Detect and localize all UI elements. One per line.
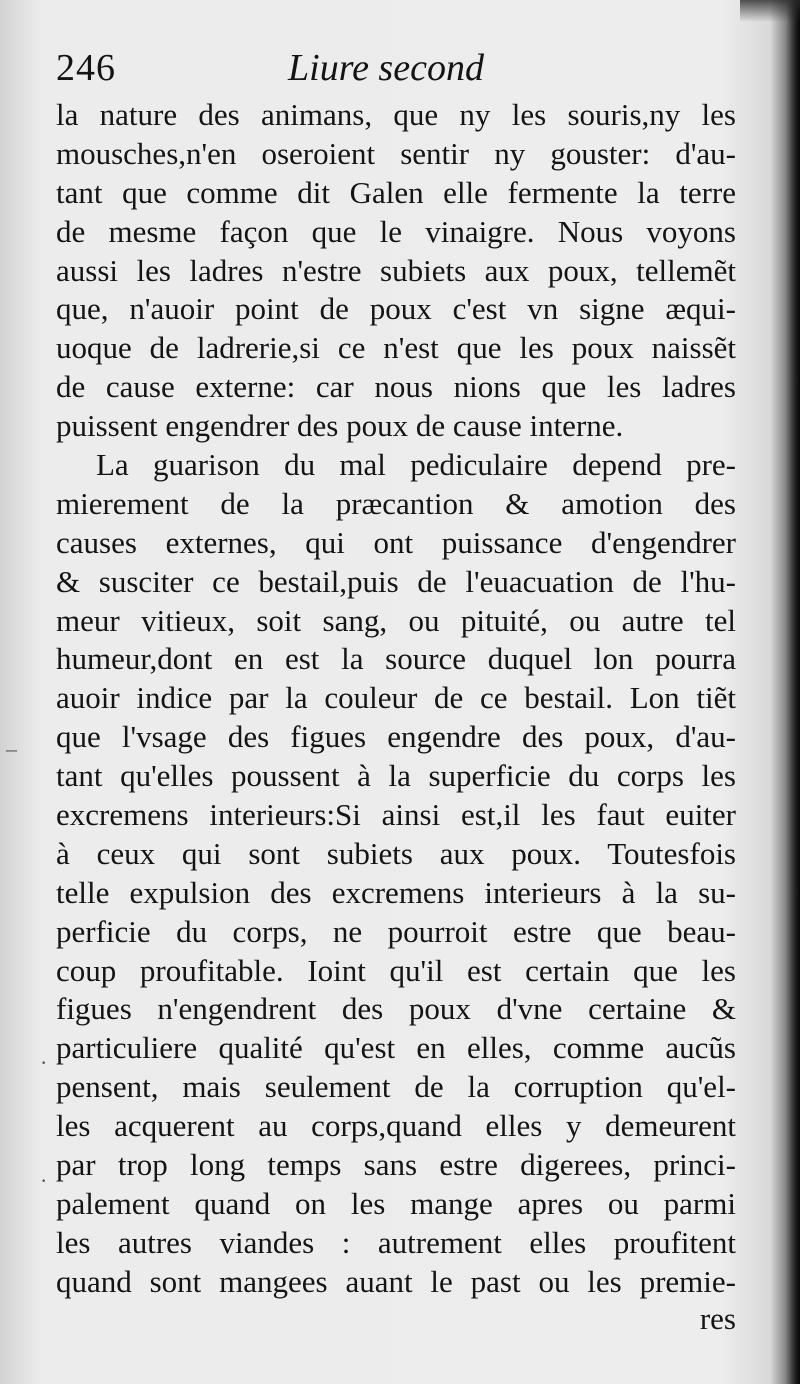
- text-line: la nature des animans, que ny les souris,ny les: [56, 97, 736, 132]
- body-text: [56, 96, 736, 1302]
- text-line: coup proufitable. Ioint qu'il est certain que les: [56, 952, 736, 988]
- margin-dot-mark: ·: [40, 1168, 48, 1193]
- corner-shadow: [740, 0, 800, 22]
- text-line: pensent, mais seulement de la corruption qu'el-: [56, 1069, 736, 1105]
- page-number: 246: [56, 47, 116, 89]
- text-line: mousches,n'en oseroient sentir ny gouster: d'au-: [56, 135, 736, 171]
- catchword: res: [699, 1301, 736, 1336]
- text-line: quand sont mangees auant le past ou les premie-: [56, 1263, 736, 1299]
- margin-dash-mark: –: [6, 736, 17, 761]
- running-head: Liure second: [288, 47, 484, 89]
- text-line: auoir indice par la couleur de ce bestail. Lon tiẽt: [56, 680, 736, 716]
- text-line: & susciter ce bestail,puis de l'euacuation de l'hu-: [56, 563, 736, 599]
- text-line: telle expulsion des excremens interieurs à la su-: [56, 874, 736, 910]
- text-line: meur vitieux, soit sang, ou pituité, ou autre tel: [56, 602, 736, 638]
- page-header: [56, 40, 746, 96]
- text-line: palement quand on les mange apres ou parmi: [56, 1185, 736, 1221]
- text-line: perficie du corps, ne pourroit estre que beau-: [56, 913, 736, 949]
- margin-dot-mark: ·: [40, 1050, 48, 1075]
- text-line: excremens interieurs:Si ainsi est,il les faut euiter: [56, 797, 736, 833]
- text-line: de cause externe: car nous nions que les ladres: [56, 369, 736, 405]
- text-line: La guarison du mal pediculaire depend pre-: [96, 447, 736, 483]
- text-line: que, n'auoir point de poux c'est vn signe æqui-: [56, 291, 736, 327]
- text-line: figues n'engendrent des poux d'vne certaine &: [56, 991, 736, 1027]
- text-line: les acquerent au corps,quand elles y demeurent: [56, 1108, 736, 1144]
- text-line: causes externes, qui ont puissance d'engendrer: [56, 524, 736, 560]
- text-line: mierement de la præcantion & amotion des: [56, 485, 736, 521]
- binding-shadow: [786, 0, 800, 1384]
- text-line: que l'vsage des figues engendre des poux, d'au-: [56, 719, 736, 755]
- text-line: les autres viandes : autrement elles proufitent: [56, 1224, 736, 1260]
- text-line: uoque de ladrerie,si ce n'est que les poux naissẽt: [56, 330, 736, 366]
- text-line: puissent engendrer des poux de cause interne.: [56, 408, 624, 444]
- text-line: tant que comme dit Galen elle fermente la terre: [56, 174, 736, 210]
- text-line: humeur,dont en est la source duquel lon pourra: [56, 641, 736, 677]
- text-line: aussi les ladres n'estre subiets aux poux, tellemẽt: [56, 252, 736, 288]
- text-line: de mesme façon que le vinaigre. Nous voyons: [56, 213, 736, 249]
- text-line: particuliere qualité qu'est en elles, comme aucũs: [56, 1030, 736, 1066]
- text-line: par trop long temps sans estre digerees, princi-: [56, 1147, 736, 1183]
- text-line: à ceux qui sont subiets aux poux. Toutesfois: [56, 835, 736, 871]
- text-line: tant qu'elles poussent à la superficie du corps les: [56, 758, 736, 794]
